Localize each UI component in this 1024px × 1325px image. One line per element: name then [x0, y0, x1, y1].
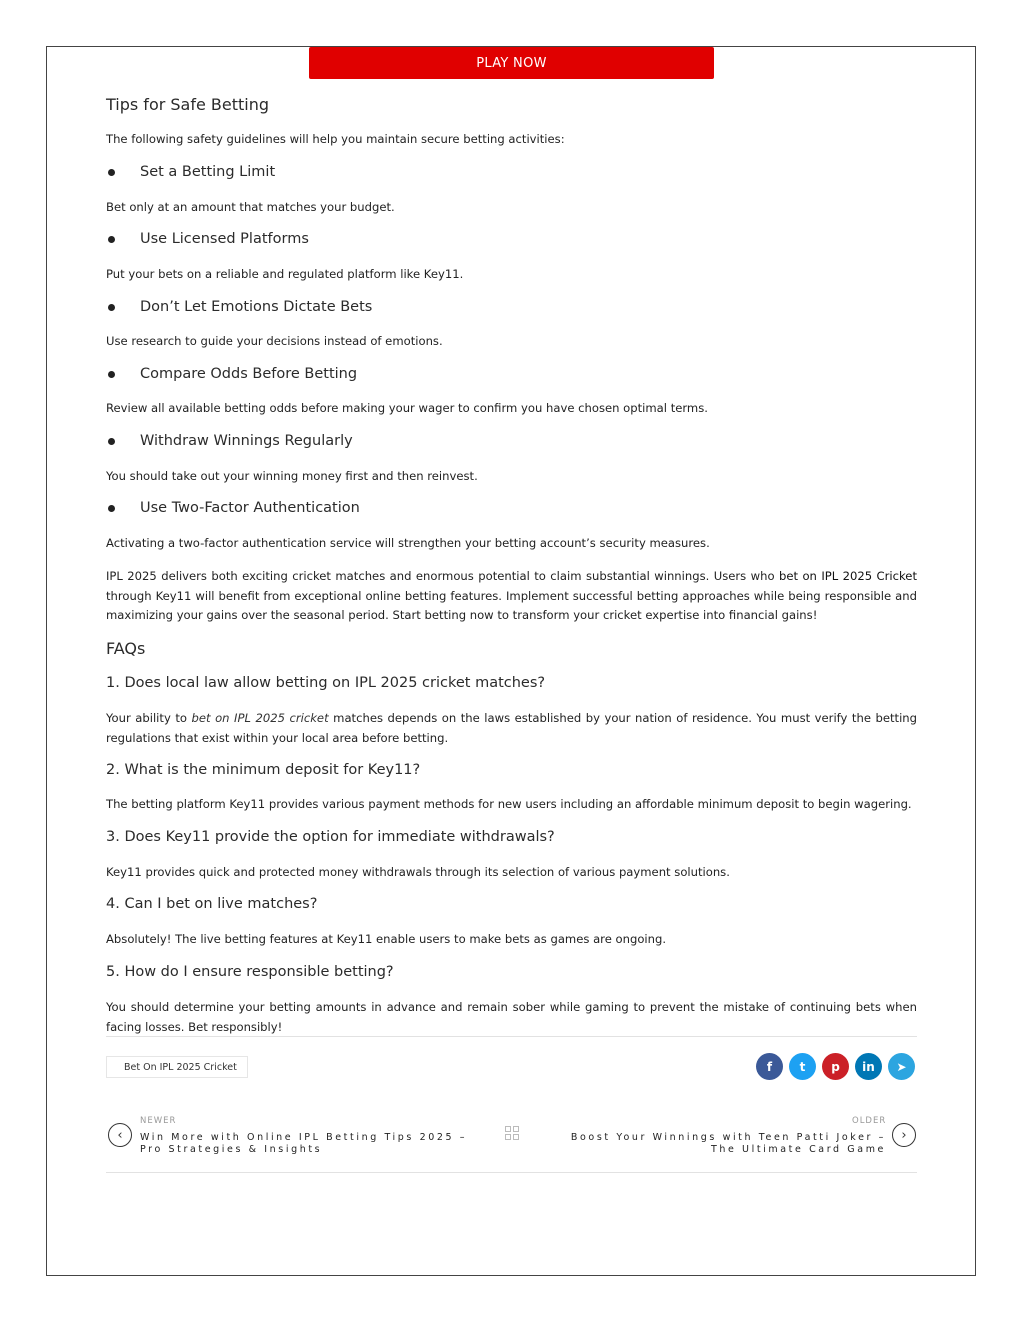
tip-text: Bet only at an amount that matches your budget.: [106, 200, 395, 214]
conclusion-text: IPL 2025 delivers both exciting cricket matches and enormous potential to claim substantial winnings. Users who: [106, 569, 779, 583]
tip-title: Don’t Let Emotions Dictate Bets: [140, 299, 373, 315]
social-share: [756, 1053, 915, 1080]
faq-answer-text: matches depends on the laws established by your nation of residence. You must verify the betting regulations that exist within your local area before betting.: [106, 711, 917, 745]
faq-answer: The betting platform Key11 provides various payment methods for new users including an affordable minimum deposit to begin wagering.: [106, 797, 912, 811]
tip-heading: [106, 231, 309, 247]
bullet-icon: [108, 505, 115, 512]
tip-title: Withdraw Winnings Regularly: [140, 433, 353, 449]
faq-answer: You should determine your betting amounts in advance and remain sober while gaming to prevent the mistake of continuing bets when facing losses. Bet responsibly!: [106, 1000, 917, 1034]
newer-label: NEWER: [140, 1116, 177, 1126]
bullet-icon: [108, 438, 115, 445]
twitter-icon[interactable]: t: [789, 1053, 816, 1080]
tip-title: Use Licensed Platforms: [140, 231, 309, 247]
tip-heading: [106, 366, 357, 382]
conclusion-paragraph: [106, 567, 917, 626]
post-tag-label: Bet On IPL 2025 Cricket: [124, 1061, 237, 1073]
faq-question: 4. Can I bet on live matches?: [106, 896, 318, 912]
tip-heading: [106, 299, 372, 315]
older-post-link[interactable]: Boost Your Winnings with Teen Patti Joker – The Ultimate Card Game: [570, 1132, 886, 1155]
faqs-title: FAQs: [106, 639, 146, 658]
tip-text: Use research to guide your decisions instead of emotions.: [106, 334, 443, 348]
frame-gap: [976, 1218, 980, 1278]
faq-answer-text: Your ability to: [106, 711, 192, 725]
faq-answer: [106, 709, 917, 748]
tip-title: Compare Odds Before Betting: [140, 366, 358, 382]
chevron-right-icon[interactable]: ›: [892, 1123, 916, 1147]
tip-heading: [106, 500, 360, 516]
older-label: OLDER: [852, 1116, 887, 1126]
bullet-icon: [108, 169, 115, 176]
telegram-icon[interactable]: ➤: [888, 1053, 915, 1080]
bullet-icon: [108, 304, 115, 311]
tip-text: Put your bets on a reliable and regulated platform like Key11.: [106, 267, 464, 281]
faq-question: 1. Does local law allow betting on IPL 2025 cricket matches?: [106, 675, 546, 691]
faq-question: 5. How do I ensure responsible betting?: [106, 964, 394, 980]
linkedin-icon[interactable]: in: [855, 1053, 882, 1080]
faq-question: 2. What is the minimum deposit for Key11?: [106, 762, 421, 778]
facebook-icon[interactable]: f: [756, 1053, 783, 1080]
conclusion-text: through Key11 will benefit from exceptional online betting features. Implement successful betting approaches while being responsible and maximizing your gains over the seasonal period. Start betting now to transform your cricket expertise into financial gains!: [106, 588, 917, 622]
tip-title: Set a Betting Limit: [140, 164, 276, 180]
post-tag[interactable]: [106, 1056, 248, 1078]
bet-ipl-link[interactable]: bet on IPL 2025 cricket: [191, 711, 329, 725]
chevron-left-icon[interactable]: ‹: [108, 1123, 132, 1147]
play-now-button[interactable]: PLAY NOW: [309, 47, 714, 79]
grid-icon[interactable]: [505, 1126, 519, 1140]
bullet-icon: [108, 236, 115, 243]
newer-post-link[interactable]: Win More with Online IPL Betting Tips 2025 – Pro Strategies & Insights: [140, 1132, 468, 1155]
tip-text: Review all available betting odds before making your wager to confirm you have chosen optimal terms.: [106, 401, 708, 415]
faq-answer: Key11 provides quick and protected money withdrawals through its selection of various payment solutions.: [106, 865, 730, 879]
divider: [106, 1036, 917, 1037]
tip-text: Activating a two-factor authentication service will strengthen your betting account’s security measures.: [106, 536, 710, 550]
section-intro: The following safety guidelines will help you maintain secure betting activities:: [106, 132, 565, 146]
divider: [106, 1172, 917, 1173]
tip-title: Use Two-Factor Authentication: [140, 500, 360, 516]
pinterest-icon[interactable]: p: [822, 1053, 849, 1080]
section-title: Tips for Safe Betting: [106, 95, 270, 114]
tip-heading: [106, 164, 275, 180]
faq-question: 3. Does Key11 provide the option for immediate withdrawals?: [106, 829, 555, 845]
bullet-icon: [108, 371, 115, 378]
tip-text: You should take out your winning money first and then reinvest.: [106, 469, 478, 483]
bet-ipl-link[interactable]: bet on IPL 2025 Cricket: [778, 569, 917, 583]
tip-heading: [106, 433, 353, 449]
faq-answer: Absolutely! The live betting features at Key11 enable users to make bets as games are ongoing.: [106, 932, 667, 946]
